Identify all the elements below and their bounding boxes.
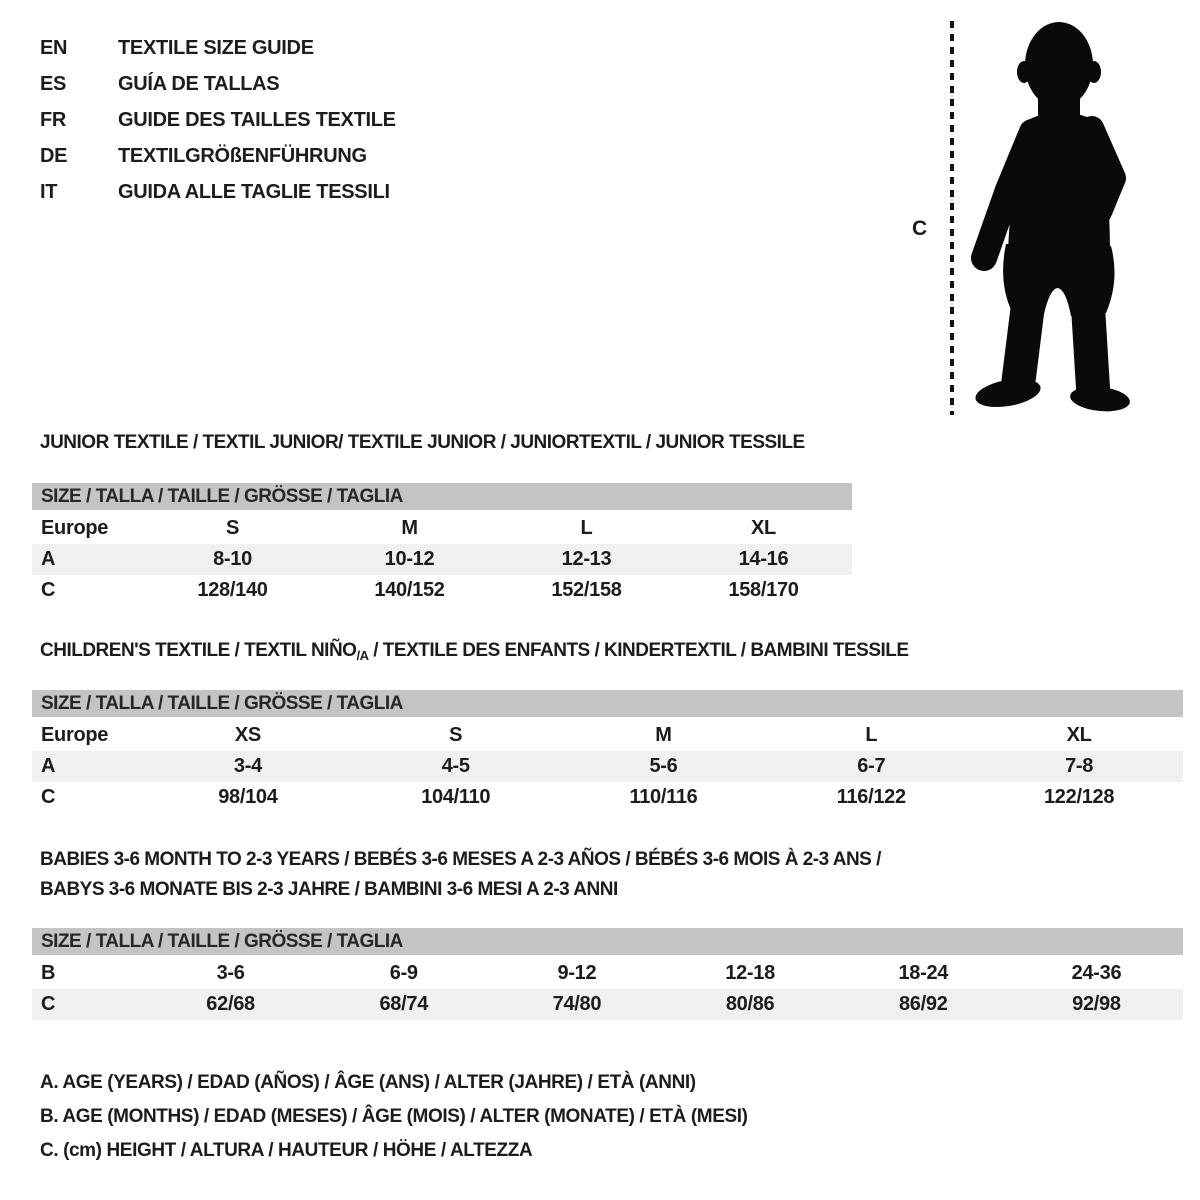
size-header-bar: SIZE / TALLA / TAILLE / GRÖSSE / TAGLIA — [32, 928, 1183, 955]
height-cell: 80/86 — [725, 993, 775, 1015]
height-cell: 92/98 — [1072, 993, 1121, 1015]
size-cell: M — [401, 517, 418, 539]
footnote-legend — [40, 1066, 748, 1168]
size-cell: M — [655, 724, 672, 746]
footnote-age-years: A. AGE (YEARS) / EDAD (AÑOS) / ÂGE (ANS) / ALTER (JAHRE) / ETÀ (ANNI) — [40, 1072, 696, 1093]
language-code: FR — [40, 108, 67, 131]
age-cell: 4-5 — [441, 755, 470, 777]
height-cell: 122/128 — [1043, 786, 1115, 808]
baby-figure — [900, 15, 1160, 427]
age-cell: 8-10 — [213, 548, 252, 570]
row-label: A — [41, 548, 56, 570]
guide-title-en: TEXTILE SIZE GUIDE — [118, 36, 314, 59]
footnote-age-months: B. AGE (MONTHS) / EDAD (MESES) / ÂGE (MOIS) / ALTER (MONATE) / ETÀ (MESI) — [40, 1106, 748, 1127]
height-cell: 68/74 — [379, 993, 429, 1015]
table-row — [32, 751, 1183, 782]
children-section-title — [40, 640, 909, 663]
language-code: IT — [40, 180, 58, 203]
height-cell: 104/110 — [421, 786, 491, 808]
age-cell: 10-12 — [384, 548, 435, 570]
height-cell: 86/92 — [898, 993, 948, 1015]
age-cell: 3-4 — [233, 755, 262, 777]
row-label: C — [41, 579, 56, 601]
babies-table-body — [32, 958, 1183, 1020]
size-cell: L — [580, 517, 593, 539]
row-label: Europe — [41, 724, 109, 746]
language-row-it — [40, 174, 396, 210]
row-label: C — [41, 786, 56, 808]
size-cell: XL — [751, 517, 776, 539]
age-cell: 9-12 — [557, 962, 597, 984]
children-size-table — [32, 690, 1183, 813]
language-title-list — [40, 30, 396, 210]
children-title-prefix: CHILDREN'S TEXTILE / TEXTIL NIÑO — [40, 640, 357, 661]
age-cell: 14-16 — [738, 548, 789, 570]
age-cell: 18-24 — [898, 962, 949, 984]
guide-title-es: GUÍA DE TALLAS — [118, 72, 280, 95]
table-row — [32, 575, 852, 606]
table-row — [32, 782, 1183, 813]
height-cell: 152/158 — [551, 579, 622, 601]
table-row — [32, 958, 1183, 989]
age-cell: 3-6 — [216, 962, 245, 984]
language-code: EN — [40, 36, 68, 59]
height-cell: 128/140 — [197, 579, 268, 601]
table-row — [32, 544, 852, 575]
babies-section-title — [40, 845, 881, 905]
height-cell: 74/80 — [552, 993, 602, 1015]
size-header-bar: SIZE / TALLA / TAILLE / GRÖSSE / TAGLIA — [32, 690, 1183, 717]
height-cell: 62/68 — [206, 993, 255, 1015]
table-row — [32, 989, 1183, 1020]
table-row — [32, 513, 852, 544]
children-title-subscript: /A — [356, 648, 369, 663]
size-cell: XS — [234, 724, 261, 746]
age-cell: 12-13 — [561, 548, 612, 570]
language-row-de — [40, 138, 396, 174]
row-label: B — [41, 962, 56, 984]
babies-title-line2: BABYS 3-6 MONATE BIS 2-3 JAHRE / BAMBINI 3-6 MESI A 2-3 ANNI — [40, 879, 618, 900]
age-cell: 24-36 — [1071, 962, 1122, 984]
language-code: DE — [40, 144, 68, 167]
height-cell: 158/170 — [728, 579, 799, 601]
height-cell: 116/122 — [836, 786, 906, 808]
size-cell: L — [865, 724, 878, 746]
age-cell: 7-8 — [1065, 755, 1094, 777]
guide-title-de: TEXTILGRÖßENFÜHRUNG — [118, 144, 367, 167]
footnote-height-cm: C. (cm) HEIGHT / ALTURA / HAUTEUR / HÖHE / ALTEZZA — [40, 1140, 533, 1161]
age-cell: 12-18 — [725, 962, 775, 984]
junior-section-title: JUNIOR TEXTILE / TEXTIL JUNIOR/ TEXTILE JUNIOR / JUNIORTEXTIL / JUNIOR TESSILE — [40, 432, 805, 453]
language-row-fr — [40, 102, 396, 138]
size-cell: XL — [1066, 724, 1092, 746]
size-cell: S — [449, 724, 463, 746]
age-cell: 6-7 — [857, 755, 886, 777]
row-label: C — [41, 993, 56, 1015]
baby-silhouette-icon — [900, 15, 1160, 427]
babies-size-table — [32, 928, 1183, 1020]
children-title-suffix: / TEXTILE DES ENFANTS / KINDERTEXTIL / BAMBINI TESSILE — [368, 640, 909, 661]
language-code: ES — [40, 72, 67, 95]
junior-size-table — [32, 483, 852, 606]
row-label: A — [41, 755, 56, 777]
height-measure-label: C — [912, 217, 928, 240]
children-table-body — [32, 720, 1183, 813]
language-row-es — [40, 66, 396, 102]
age-cell: 5-6 — [649, 755, 678, 777]
size-cell: S — [225, 517, 240, 539]
height-cell: 110/116 — [629, 786, 698, 808]
height-cell: 140/152 — [374, 579, 445, 601]
babies-title-line1: BABIES 3-6 MONTH TO 2-3 YEARS / BEBÉS 3-6 MESES A 2-3 AÑOS / BÉBÉS 3-6 MOIS À 2-3 ANS / — [40, 849, 881, 870]
language-row-en — [40, 30, 396, 66]
junior-table-body — [32, 513, 852, 606]
guide-title-it: GUIDA ALLE TAGLIE TESSILI — [118, 180, 390, 203]
age-cell: 6-9 — [389, 962, 418, 984]
row-label: Europe — [41, 517, 109, 539]
guide-title-fr: GUIDE DES TAILLES TEXTILE — [118, 108, 396, 131]
height-cell: 98/104 — [218, 786, 278, 808]
size-header-bar: SIZE / TALLA / TAILLE / GRÖSSE / TAGLIA — [32, 483, 852, 510]
table-row — [32, 720, 1183, 751]
